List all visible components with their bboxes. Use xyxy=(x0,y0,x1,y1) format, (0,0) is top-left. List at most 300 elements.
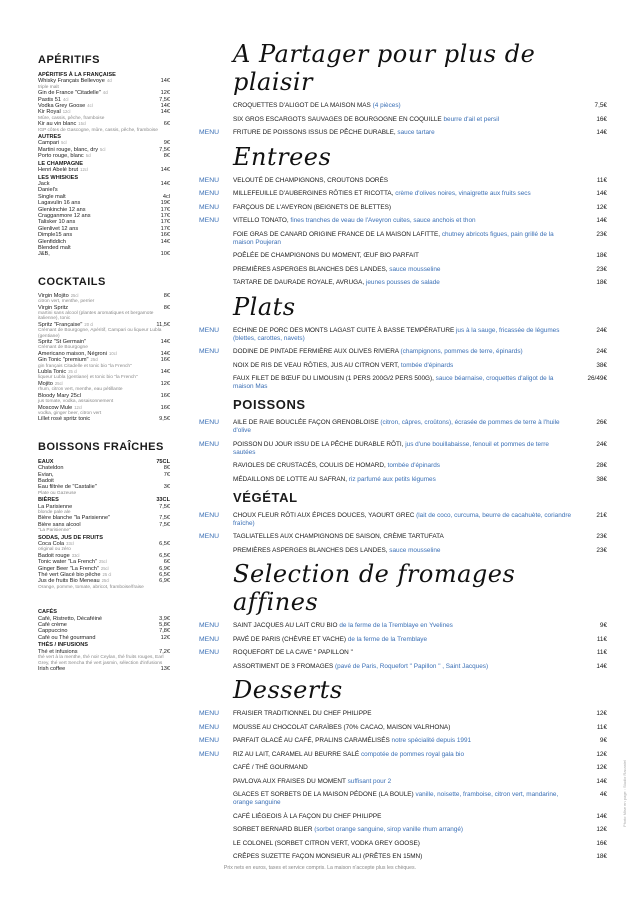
dish-desc: (champignons, pommes de terre, épinards) xyxy=(400,348,523,355)
menu-badge xyxy=(199,663,233,671)
dish-price: 11€ xyxy=(596,635,607,643)
drink-label: Porto rouge, blanc xyxy=(38,153,84,160)
dish-text xyxy=(233,710,573,718)
drink-price: 14€ xyxy=(160,350,170,357)
drink-price: 8€ xyxy=(163,465,170,472)
drink-name xyxy=(38,121,86,127)
dish-price: 21€ xyxy=(596,511,607,519)
dish-text xyxy=(233,348,573,356)
dish-price: 11€ xyxy=(596,176,607,184)
drink-label: Café crème xyxy=(38,622,67,629)
drink-price: 19€ xyxy=(160,200,170,207)
drink-volume: 4cl xyxy=(102,90,109,96)
dish-price: 14€ xyxy=(596,217,607,224)
drink-label: Eau filtrée de "Castalie" xyxy=(38,484,97,491)
menu-item xyxy=(199,217,607,225)
menu-badge: MENU xyxy=(199,217,220,224)
drink-label: Chateldon xyxy=(38,465,64,472)
drink-price: 7€ xyxy=(163,471,170,478)
dish-name: SORBET BERNARD BLIER xyxy=(233,826,313,833)
group-unit: 75CL xyxy=(156,458,170,465)
dish-price: 18€ xyxy=(596,853,607,860)
drink-label: Lubla Tonic xyxy=(38,369,67,376)
group-name: SODAS, JUS DE FRUITS xyxy=(38,534,103,541)
drink-desc: IGP côtes de Gascogne, mûre, cassis, pêche, framboise xyxy=(38,127,158,133)
dish-price: 38€ xyxy=(596,361,607,369)
dish-text xyxy=(233,813,573,821)
menu-badge: MENU xyxy=(199,203,220,211)
dish-name: PAVÉ DE PARIS (CHÈVRE ET VACHE) xyxy=(233,635,347,643)
section-title: VÉGÉTAL xyxy=(233,489,298,505)
drink-price: 13€ xyxy=(160,665,170,672)
drink-volume: 5cl xyxy=(85,153,92,159)
dish-price: 24€ xyxy=(596,326,607,334)
drink-desc: vodka, ginger beer, citron vert xyxy=(38,410,102,416)
drink-label: Virgin Spritz xyxy=(38,304,69,311)
drink-label: Martini rouge, blanc, dry xyxy=(38,146,99,153)
drink-price: 12€ xyxy=(160,90,170,97)
drinks-column xyxy=(38,50,170,690)
group-title xyxy=(38,174,170,181)
dish-name: FARÇOUS DE L'AVEYRON (BEIGNETS DE BLETTES) xyxy=(233,203,392,211)
dish-name: ROQUEFORT DE LA CAVE " PAPILLON " xyxy=(233,649,353,656)
drink-label: Café ou Thé gourmand xyxy=(38,634,96,641)
dish-desc: de la ferme de la Tremblaye en Yvelines xyxy=(339,622,453,629)
dish-name: AILE DE RAIE BOUCLÉE FAÇON GRENOBLOISE xyxy=(233,419,379,426)
menu-badge: MENU xyxy=(199,176,220,184)
menu-badge xyxy=(199,778,233,786)
dish-text xyxy=(233,217,573,225)
menu-item xyxy=(199,778,607,786)
menu-badge: MENU xyxy=(199,190,220,197)
group-name: LE CHAMPAGNE xyxy=(38,160,83,167)
dish-text xyxy=(233,362,573,370)
dish-desc: sauce mousseline xyxy=(389,265,441,273)
drink-label: Glenfiddich xyxy=(38,238,66,245)
group-name: LES WHISKIES xyxy=(38,174,79,181)
menu-item xyxy=(199,348,607,356)
drink-label: Kir Royal xyxy=(38,109,61,116)
dish-price: 14€ xyxy=(596,129,607,136)
dish-text xyxy=(233,547,573,555)
drink-price: 5,8€ xyxy=(159,622,170,629)
dish-price: 9€ xyxy=(599,622,607,629)
dish-price: 11€ xyxy=(596,649,607,656)
dish-desc: crème d'olives noires, vinaigrette aux fruits secs xyxy=(395,190,531,197)
drink-desc: martini sans alcool (plantes aromatiques et bergamote italienne), tonic xyxy=(38,311,154,322)
menu-item xyxy=(199,462,607,470)
menu-badge: MENU xyxy=(199,511,220,519)
drink-price: 6,9€ xyxy=(159,578,170,585)
drink-price: 6€ xyxy=(163,559,170,566)
drink-volume: 12cl xyxy=(80,167,88,173)
drink-price: 8€ xyxy=(163,304,170,311)
drink-volume: 25cl xyxy=(101,578,110,584)
drink-label: Americano maison, Négroni xyxy=(38,350,108,357)
section-title: Plats xyxy=(233,292,296,321)
group-title xyxy=(38,608,170,615)
dish-name: FRAISIER TRADITIONNEL DU CHEF PHILIPPE xyxy=(233,710,372,717)
drink-volume: 5cl xyxy=(61,140,67,146)
drink-price: 14€ xyxy=(160,180,170,187)
menu-item xyxy=(199,663,607,671)
drink-label: Thé et infusions xyxy=(38,648,78,655)
drink-label: Jack xyxy=(38,180,50,187)
dish-price: 26€ xyxy=(596,419,607,426)
dish-name: CHOUX FLEUR RÔTI AUX ÉPICES DOUCES, YAOURT GREC xyxy=(233,511,415,519)
dish-text xyxy=(233,129,573,137)
dish-name: GLACES ET SORBETS DE LA MAISON PÉDONE (LA BOULE) xyxy=(233,791,414,798)
dish-name: SAINT JACQUES AU LAIT CRU BIO xyxy=(233,622,338,629)
dish-price: 14€ xyxy=(596,777,607,785)
dish-text xyxy=(233,231,573,247)
drink-label: Bière sans alcool xyxy=(38,521,81,528)
drink-desc: Mûre, cassis, pêche, framboise xyxy=(38,115,105,121)
menu-item xyxy=(199,102,607,110)
dish-desc: (citron, câpres, croûtons), écrasée de pommes de terre à l'huile d'olive xyxy=(233,419,560,434)
menu-badge xyxy=(199,375,233,391)
drink-price: 14€ xyxy=(160,339,170,346)
drink-price: 16€ xyxy=(160,404,170,411)
dish-text xyxy=(233,279,573,287)
drink-price: 12€ xyxy=(160,380,170,387)
drink-desc: Crémant de Bourgogne xyxy=(38,345,88,351)
drink-name xyxy=(38,153,91,159)
dish-name: PARFAIT GLACÉ AU CAFÉ, PRALINS CARAMÉLISÉS xyxy=(233,737,390,744)
drink-label: Cappuccino xyxy=(38,628,68,635)
drink-label: Tonic water "La French" xyxy=(38,559,98,566)
menu-badge: MENU xyxy=(199,723,220,731)
menu-badge: MENU xyxy=(199,326,220,334)
menu-item xyxy=(199,622,607,630)
dish-text xyxy=(233,190,573,198)
dish-name: TAGLIATELLES AUX CHAMPIGNONS DE SAISON, CRÈME TARTUFATA xyxy=(233,533,444,540)
group-name: APÉRITIFS À LA FRANÇAISE xyxy=(38,72,116,78)
drink-label: Jus de fruits Bio Meneau xyxy=(38,578,100,585)
drink-desc: gin français Citadelle et tonic bio "la French" xyxy=(38,363,132,369)
drink-price: 7,5€ xyxy=(159,515,170,522)
dish-text xyxy=(233,533,573,541)
drink-name xyxy=(38,167,88,173)
menu-badge xyxy=(199,840,233,848)
dish-price: 11€ xyxy=(596,723,607,731)
dish-desc: jus d'une bouillabaisse, fenouil et pommes de terre sautées xyxy=(233,440,549,456)
dish-desc: de la ferme de la Tremblaye xyxy=(347,635,428,643)
menu-item xyxy=(199,279,607,287)
drink-name xyxy=(38,405,82,411)
group-title xyxy=(38,458,170,465)
dish-price: 16€ xyxy=(596,839,607,847)
dish-desc: riz parfumé aux petits légumes xyxy=(348,475,436,483)
menu-item xyxy=(199,419,607,435)
dish-desc: (pavé de Paris, Roquefort " Papillon " , Saint Jacques) xyxy=(335,662,489,670)
drink-desc: Crémant de Bourgogne, Apéritif, Campari ou liqueur Lubla (gentiane) xyxy=(38,328,162,339)
drink-desc: Orange, pomme, tomate, abricot, framboise/fraise xyxy=(38,584,144,590)
dish-text xyxy=(233,737,573,745)
drink-price: 16€ xyxy=(160,357,170,364)
drink-name xyxy=(38,109,70,115)
drink-volume: 10cl xyxy=(109,350,117,356)
menu-item xyxy=(199,177,607,185)
drink-volume: 25 cl xyxy=(68,369,78,375)
drink-label: Blended malt xyxy=(38,244,71,251)
group-title xyxy=(38,641,170,648)
drink-label: Lagavulin 16 ans xyxy=(38,200,81,207)
dish-price: 7,5€ xyxy=(594,102,607,109)
dish-text xyxy=(233,724,573,732)
dish-name: CAFÉ LIÉGEOIS À LA FAÇON DU CHEF PHILIPPE xyxy=(233,812,382,820)
group-name: BIÈRES xyxy=(38,497,59,504)
dish-desc: fines tranches de veau de l'Aveyron cuites, sauce anchois et thon xyxy=(290,217,476,224)
dish-text xyxy=(233,266,573,274)
dish-desc: compotée de pommes royal gala bio xyxy=(360,750,465,758)
drink-price: 16€ xyxy=(160,232,170,239)
drink-price: 6,9€ xyxy=(159,565,170,572)
dish-name: POÊLÉE DE CHAMPIGNONS DU MOMENT, ŒUF BIO PARFAIT xyxy=(233,252,419,259)
dish-desc: tombée d'épinards xyxy=(387,462,440,469)
drink-label: Pastis 51 xyxy=(38,96,62,103)
drink-label: Single malt xyxy=(38,193,66,200)
group-title xyxy=(38,133,170,140)
drink-label: Irish coffee xyxy=(38,665,66,672)
drink-price: 17€ xyxy=(160,206,170,213)
menu-item xyxy=(199,764,607,772)
menu-item xyxy=(199,476,607,484)
drink-price: 6,5€ xyxy=(159,572,170,579)
dish-desc: notre spécialité depuis 1991 xyxy=(391,737,472,744)
menu-item xyxy=(199,327,607,343)
drink-price: 11,5€ xyxy=(156,321,170,328)
drink-label: Bière blanche "la Parisienne" xyxy=(38,515,111,522)
dish-desc: tombée d'épinards xyxy=(400,361,454,369)
dish-text xyxy=(233,791,573,807)
menu-item xyxy=(199,547,607,555)
menu-item xyxy=(199,791,607,807)
drink-volume: 33cl xyxy=(66,541,74,546)
drink-price: 12€ xyxy=(160,634,170,641)
menu-item xyxy=(199,190,607,198)
drink-price: 7,8€ xyxy=(159,628,170,635)
drink-volume: 5cl xyxy=(100,146,106,152)
drink-label: Gin Tonic "premium" xyxy=(38,357,89,364)
menu-badge xyxy=(199,279,233,287)
drink-price: 3,9€ xyxy=(159,615,170,622)
drink-price: 8€ xyxy=(163,153,170,160)
dish-price: 28€ xyxy=(596,462,607,469)
dish-price: 12€ xyxy=(596,826,607,833)
drink-price: 16€ xyxy=(160,392,170,399)
drink-desc: jus tomate, vodka, assaisonnement xyxy=(38,399,114,405)
dish-desc: sauce mousseline xyxy=(389,546,441,554)
drink-price: 10€ xyxy=(160,251,170,258)
menu-badge xyxy=(199,362,233,370)
section-title: Selection de fromages affines xyxy=(233,560,516,616)
dish-price: 14€ xyxy=(596,662,607,670)
dish-desc: (lait de coco, curcuma, beurre de cacahuète, coriandre fraîche) xyxy=(233,511,572,527)
menu-item xyxy=(199,853,607,861)
drink-label: Mojito xyxy=(38,380,53,387)
drink-label: Ginger Beer "La French" xyxy=(38,565,99,572)
drink-label: J&B, xyxy=(38,251,50,258)
section-title: APÉRITIFS xyxy=(38,54,100,66)
dish-name: ASSORTIMENT DE 3 FROMAGES xyxy=(233,662,334,670)
menu-item xyxy=(199,512,607,528)
dish-price: 18€ xyxy=(596,252,607,259)
menu-badge: MENU xyxy=(199,710,220,717)
section-title: Desserts xyxy=(233,676,343,704)
menu-badge: MENU xyxy=(199,440,220,448)
drink-price: 14€ xyxy=(160,109,170,116)
dish-text xyxy=(233,764,573,772)
dish-desc: (4 pièces) xyxy=(372,102,401,109)
menu-badge xyxy=(199,116,233,124)
menu-item xyxy=(199,375,607,391)
menu-badge xyxy=(199,266,233,274)
drink-price: 14€ xyxy=(160,78,170,85)
drink-price: 7,5€ xyxy=(159,96,170,103)
dish-price: 12€ xyxy=(596,750,607,758)
dish-desc: jeunes pousses de salade xyxy=(365,279,440,286)
drink-label: Badoit xyxy=(38,477,54,484)
drink-volume: 12cl xyxy=(74,404,82,410)
group-name: CAFÉS xyxy=(38,609,57,616)
dish-text xyxy=(233,102,573,110)
dish-text xyxy=(233,252,573,260)
dish-name: FAUX FILET DE BŒUF DU LIMOUSIN (1 PERS 200G/2 PERS 500G), xyxy=(233,375,434,382)
dish-text xyxy=(233,116,573,124)
dish-price: 23€ xyxy=(596,533,607,540)
dish-text xyxy=(233,840,573,848)
drink-name xyxy=(38,578,109,584)
drink-price: 7,2€ xyxy=(159,648,170,655)
menu-badge: MENU xyxy=(199,622,220,629)
dish-price: 24€ xyxy=(596,348,607,355)
menu-item xyxy=(199,813,607,821)
dish-price: 26/49€ xyxy=(587,375,607,382)
dish-text xyxy=(233,419,573,435)
group-title xyxy=(38,71,170,78)
menu-badge: MENU xyxy=(199,649,220,656)
dish-text xyxy=(233,327,573,343)
dish-text xyxy=(233,649,573,657)
dish-name: SIX GROS ESCARGOTS SAUVAGES DE BOURGOGNE EN COQUILLE xyxy=(233,115,442,123)
drink-name xyxy=(38,251,50,257)
drink-desc: liqueur Lubla (gentiane) et tonic bio "la French" xyxy=(38,375,138,381)
dish-name: MOUSSE AU CHOCOLAT CARAÏBES (70% CACAO, MAISON VALRHONA) xyxy=(233,723,451,731)
drink-desc: "La Parisienne" xyxy=(38,528,71,534)
drink-price: 3€ xyxy=(163,484,170,491)
dish-desc: vanille, noisette, framboise, citron vert, mandarine, orange sanguine xyxy=(233,791,559,806)
menu-badge: MENU xyxy=(199,348,220,355)
dish-name: CROQUETTES D'ALIGOT DE LA MAISON MAS xyxy=(233,102,371,109)
menu-item xyxy=(199,636,607,644)
drink-label: Virgin Mojito xyxy=(38,292,69,299)
dish-name: PAVLOVA AUX FRAISES DU MOMENT xyxy=(233,777,346,785)
dish-name: CRÊPES SUZETTE FAÇON MONSIEUR ALI (PRÊTES EN 15MN) xyxy=(233,853,423,860)
section-title: BOISSONS FRAÎCHES xyxy=(38,440,164,453)
drink-desc: citron vert, menthe, perrier xyxy=(38,299,95,305)
dish-price: 24€ xyxy=(596,440,607,448)
dish-name: PREMIÈRES ASPERGES BLANCHES DES LANDES, xyxy=(233,546,388,554)
dish-text xyxy=(233,636,573,644)
menu-item xyxy=(199,649,607,657)
menu-item xyxy=(199,724,607,732)
dish-desc: beurre d'ail et persil xyxy=(443,115,500,123)
drinks-section xyxy=(38,441,170,591)
dish-price: 14€ xyxy=(596,812,607,820)
menu-item xyxy=(199,116,607,124)
dish-name: RIZ AU LAIT, CARAMEL AU BEURRE SALÉ xyxy=(233,750,360,758)
drink-volume: 20 cl xyxy=(84,321,94,327)
menu-badge xyxy=(199,853,233,861)
menu-badge xyxy=(199,813,233,821)
menu-item xyxy=(199,252,607,260)
drink-name xyxy=(38,78,112,84)
drink-label: Badoit rouge xyxy=(38,552,70,559)
dish-desc: suffisant pour 2 xyxy=(347,777,392,785)
drink-price: 6€ xyxy=(163,121,170,128)
menu-badge xyxy=(199,826,233,834)
dish-price: 23€ xyxy=(596,546,607,554)
menu-badge: MENU xyxy=(199,129,220,136)
menu-item xyxy=(199,826,607,834)
drink-price: 9€ xyxy=(163,140,170,147)
group-title xyxy=(38,160,170,167)
menu-badge xyxy=(199,764,233,772)
menu-badge: MENU xyxy=(199,635,220,643)
drinks-section xyxy=(38,54,170,258)
drink-label: Daniel's xyxy=(38,187,58,194)
drinks-section xyxy=(38,608,170,672)
drink-price: 6,5€ xyxy=(159,552,170,559)
dish-name: PREMIÈRES ASPERGES BLANCHES DES LANDES, xyxy=(233,265,388,273)
dish-price: 18€ xyxy=(596,279,607,286)
drink-label: Coca Cola xyxy=(38,541,65,547)
menu-item xyxy=(199,737,607,745)
drink-volume: 25cl xyxy=(54,380,63,386)
drink-price: 7,5€ xyxy=(159,521,170,528)
drink-volume: 33cl xyxy=(71,552,80,558)
drink-item xyxy=(38,251,170,257)
drink-volume: 25cl xyxy=(90,357,99,363)
menu-item xyxy=(199,231,607,247)
drink-volume: 4cl xyxy=(63,96,69,102)
menu-item xyxy=(199,840,607,848)
drink-label: Glenkinchie 12 ans xyxy=(38,206,86,213)
dish-text xyxy=(233,204,573,212)
drink-label: Café, Ristretto, Décaféiné xyxy=(38,615,103,622)
drink-price: 8€ xyxy=(163,292,170,299)
drink-volume: 15cl xyxy=(78,121,86,127)
group-name: EAUX xyxy=(38,458,54,465)
menu-badge xyxy=(199,252,233,260)
section-title: POISSONS xyxy=(233,397,306,412)
drink-volume: 25cl xyxy=(70,292,79,298)
dish-text xyxy=(233,622,573,630)
drink-price: 17€ xyxy=(160,225,170,232)
drink-label: Whisky Français Bellevoye xyxy=(38,78,105,85)
dish-name: FOIE GRAS DE CANARD ORIGINE FRANCE DE LA MAISON LAFITTE, xyxy=(233,230,441,238)
drink-name xyxy=(38,357,98,363)
drink-label: Glenlivet 12 ans xyxy=(38,225,79,232)
drink-volume: 25 cl xyxy=(102,572,112,578)
dish-name: NOIX DE RIS DE VEAU RÔTIES, JUS AU CITRON VERT, xyxy=(233,361,400,369)
drink-volume: 12cl xyxy=(62,109,71,115)
dish-text xyxy=(233,853,573,861)
drink-label: Lillet rosé spritz tonic xyxy=(38,416,91,423)
dish-text xyxy=(233,826,573,834)
drink-price: 14€ xyxy=(160,238,170,245)
